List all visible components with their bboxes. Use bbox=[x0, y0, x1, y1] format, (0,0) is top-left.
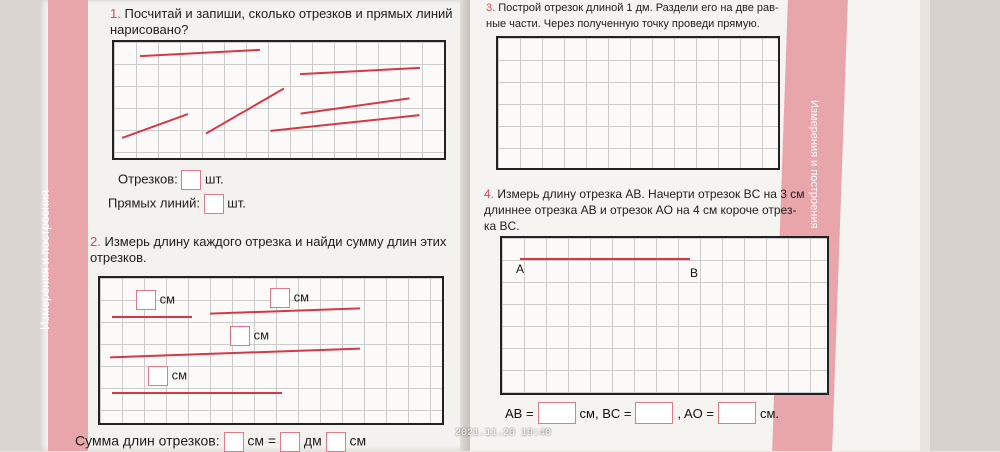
task2-line1: Измерь длину каждого отрезка и найди сумму длин этих bbox=[104, 234, 447, 249]
segments-answer-box[interactable] bbox=[181, 170, 201, 190]
task1-text bbox=[110, 6, 453, 38]
segment3-box[interactable] bbox=[230, 326, 250, 346]
segment4-unit: см bbox=[171, 367, 188, 383]
task4-line3: ка BC. bbox=[484, 219, 520, 233]
task4-text bbox=[484, 186, 804, 234]
answer-end: см. bbox=[759, 405, 780, 421]
background-right bbox=[930, 0, 1000, 451]
point-b-label: B bbox=[690, 266, 699, 280]
segment1-box[interactable] bbox=[136, 290, 156, 310]
sum-cm-unit: см = bbox=[247, 432, 277, 449]
segment2-measure bbox=[270, 288, 309, 308]
segment4-measure bbox=[148, 366, 187, 386]
task3-grid bbox=[496, 36, 780, 170]
ab-label: AB = bbox=[505, 405, 534, 421]
right-side-label: Измерения и построения bbox=[808, 100, 820, 229]
sum-cm2-unit: см bbox=[349, 432, 367, 449]
task3-text bbox=[486, 0, 779, 32]
answer-row bbox=[505, 402, 779, 424]
segments-unit: шт. bbox=[205, 171, 224, 187]
segment-ab bbox=[520, 258, 690, 260]
segment2-box[interactable] bbox=[270, 288, 290, 308]
photo-timestamp: 2021.11.20 19:40 bbox=[455, 428, 552, 439]
segments-label: Отрезков: bbox=[118, 171, 178, 187]
segment2-unit: см bbox=[293, 289, 310, 305]
left-side-label: Измерения и построения bbox=[38, 189, 52, 330]
segment3-unit: см bbox=[253, 327, 270, 343]
task4-line1: Измерь длину отрезка AB. Начерти отрезок BC на 3 см bbox=[497, 187, 805, 201]
task3-line1: Построй отрезок длиной 1 дм. Раздели его на две рав- bbox=[498, 2, 779, 14]
sum-dm-unit: дм bbox=[303, 432, 322, 449]
segment bbox=[112, 316, 192, 318]
sum-label: Сумма длин отрезков: bbox=[75, 432, 220, 449]
segments-count-row bbox=[118, 170, 224, 190]
bc-box[interactable] bbox=[635, 402, 673, 424]
point-a-label: A bbox=[516, 262, 525, 276]
lines-answer-box[interactable] bbox=[204, 194, 224, 214]
ab-box[interactable] bbox=[538, 402, 576, 424]
segment1-measure bbox=[136, 290, 175, 310]
left-margin-strip bbox=[48, 0, 88, 451]
task4-line2: длиннее отрезка AB и отрезок AO на 4 см короче отрез- bbox=[484, 203, 797, 217]
segment3-measure bbox=[230, 326, 269, 346]
task3-line2: ные части. Через полученную точку проведи прямую. bbox=[486, 18, 760, 30]
task1-line2: нарисовано? bbox=[110, 22, 189, 37]
bc-label: см, BC = bbox=[579, 405, 632, 421]
task2-text bbox=[90, 234, 446, 266]
sum-dm-box[interactable] bbox=[280, 432, 300, 452]
lines-label: Прямых линий: bbox=[108, 195, 201, 211]
ao-box[interactable] bbox=[718, 402, 756, 424]
lines-count-row bbox=[108, 194, 246, 214]
task2-line2: отрезков. bbox=[90, 250, 147, 265]
sum-cm2-box[interactable] bbox=[326, 432, 346, 452]
ao-label: , AO = bbox=[677, 405, 714, 421]
task1-number: 1. bbox=[110, 6, 121, 21]
task1-line1: Посчитай и запиши, сколько отрезков и прямых линий bbox=[124, 6, 453, 21]
segment1-unit: см bbox=[159, 291, 176, 307]
sum-cm-box[interactable] bbox=[224, 432, 244, 452]
task4-number: 4. bbox=[484, 187, 495, 201]
segment bbox=[112, 392, 282, 394]
sum-row bbox=[75, 432, 366, 452]
lines-unit: шт. bbox=[227, 195, 246, 211]
task2-number: 2. bbox=[90, 234, 101, 249]
task3-number: 3. bbox=[486, 2, 496, 14]
segment4-box[interactable] bbox=[148, 366, 168, 386]
